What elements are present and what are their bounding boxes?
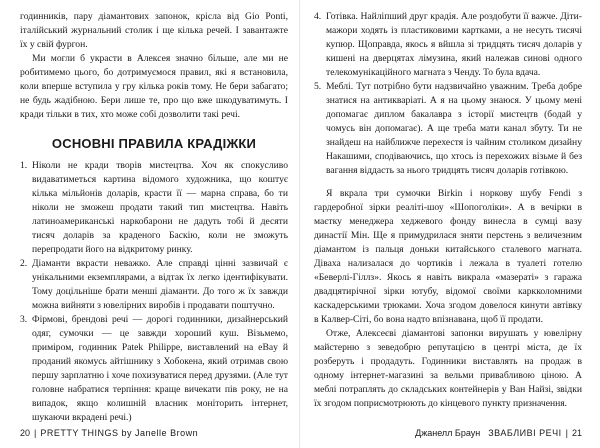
page-number-right: 21 [571,428,582,438]
list-item [20,159,288,257]
list-item-number: 1. [20,160,28,171]
list-item-text: Ніколи не кради творів мистецтва. Хоч як спокусливо видаватиметься картина відомого художника, що коштує кілька мільйонів доларів, красти її — марна справа, бо ти ніколи не зможеш продати такий тип мистецтва. Навіть латиноамериканські наркобарони не дадуть тобі й десяти тисяч доларів за краденого Баскію, коли не зможуть перепродати його на відкритому ринку. [32,160,288,255]
body-paragraph: Отже, Алексеєві діамантові запонки вирушать у ювелірну майстерню з зеведобрю репутацією в центрі міста, де їх розберуть і продадуть. Годинники виставлять на продаж в одному інтернет-магазині за вельми привабливою ціною. А меблі потраплять до складських контейнерів у Ван Найзі, звідки їх згодом поприсмотрюють до кінцевого пункту призначення. [314,328,582,409]
section-heading: ОСНОВНІ ПРАВИЛА КРАДІЖКИ [51,136,257,151]
running-title-right: ЗВАБЛИВІ РЕЧІ [488,428,562,438]
list-item [20,257,288,313]
page-number-left: 20 [20,428,31,438]
list-item [20,313,288,425]
list-item-number: 4. [314,11,322,22]
body-paragraph: Я вкрала три сумочки Birkin і норкову шубу Fendi з гардеробної зірки реаліті-шоу «Шопоголіки». А в вечірки в маєтку менеджера хеджевого фонду винесла в сумці вазу династії Мін. Ще я примудрилася зняти перстень з величезним діамантом із пальця доньки китайського сталевого магната. Діваха нализалася до чортиків і лежала в туалеті готелю «Беверлі-Гіллз». Якось я навіть викрала «мазераті» з гаража двадцятирічної зірки ютубу, відомої своїми каркколомними каскадерськими трюками. Хоча згодом довелося кинути автівку в Калвер-Сіті, бо вона надто впізнавана, щоб її продати. [314,188,582,325]
left-page-footer: 20 | PRETTY THINGS by Janelle Brown [20,428,199,438]
list-item-number: 2. [20,258,28,269]
list-item-text: Готівка. Найліпший друг крадія. Але роздобути її важче. Діти-мажори ходять із пластиковими картками, а не несуть тисячі купюр. Щоправда, якось я вйшла зі тридцять тисяч доларів у кишені на дверцятах лімузина, який належав синові одного телекомунікаційного магната з Ченду. То була вдача. [326,11,582,78]
list-item-number: 5. [314,81,322,92]
rules-list-left [20,159,288,425]
list-item-text: Діаманти вкрасти неважко. Але справді цінні зазвичай є унікальними екземплярами, а відтак їх легко ідентифікувати. Тому доцільніше брати менші діаманти. До того ж їх завжди можна вийняти з ювелірних виробів і продавати поштучно. [32,258,288,311]
list-item [314,10,582,80]
right-page-footer: Джанелл Браун ЗВАБЛИВІ РЕЧІ | 21 [415,428,582,438]
list-item [314,80,582,178]
list-item-text: Фірмові, брендові речі — дорогі годинники, дизайнерський одяг, сумочки — це завжди хороший куш. Візьмемо, приміром, годинник Patek Philippe, виставлений на eBay й проданий якомусь айтішнику з Хобокена, який отримав свою першу зарплатню і хоче похизуватися перед друзями. (Але тут головне набратися терпіння: краще вичекати пів року, не на випадок, якщо колишній власник моніторить інтернет, шукаючи вкрадені речі.) [32,314,288,423]
intro-continuation: годинників, пару діамантових запонок, крісла від Gio Ponti, італійський журнальний столик і ще кілька речей. І завантажте їх у свій фургон. [20,11,288,50]
spacer [314,178,582,187]
list-item-number: 3. [20,314,28,325]
list-item-text: Меблі. Тут потрібно бути надзвичайно уважним. Треба добре знатися на антикваріаті. А я на цьому знаюся. У цьому мені допомагає диплом бакалавра з історії мистецтв (бодай у чомусь він допомагає). А ще треба мати канал збуту. Ти не знайдеш на найближче перехестя із чайним столиком дизайну Накашими, сподіваючись, що хтось із перехожих візьме й без вагання віддасть за нього тридцять тисяч доларів готівкою. [326,81,582,176]
running-title-left: PRETTY THINGS by Janelle Brown [40,428,199,438]
right-page [300,0,600,448]
intro-paragraph: Ми могли б украсти в Алексея значно більше, але ми не робитимемо цього, бо дотримуємося правил, які я встановила, коли вперше вступила у гру кілька років тому. Не бери забагато; не будь жадібною. Бери лише те, про що вже шкодуватимуть. І кради тільки в тих, хто може собі дозволити такі речі. [20,53,288,120]
rules-list-right [314,10,582,178]
running-author-right: Джанелл Браун [415,428,481,438]
